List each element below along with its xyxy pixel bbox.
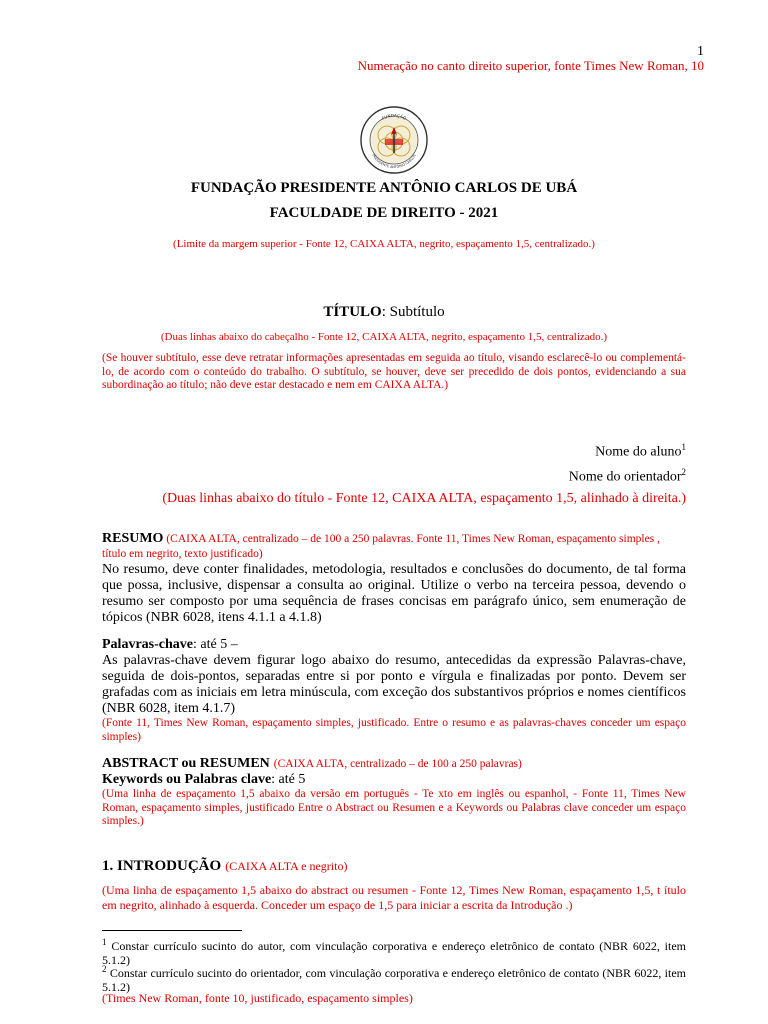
introduction-format-note: (Uma linha de espaçamento 1,5 abaixo do abstract ou resumen - Fonte 12, Times New Roman, espaçamento 1,5, t ítulo em negrito, alinhado à esquerda. Conceder um espaço de 1,5 para iniciar a escrita da Introdução .) [102, 883, 686, 912]
introduction-heading: 1. INTRODUÇÃO [102, 858, 222, 874]
keywords-text: As palavras-chave devem figurar logo abaixo do resumo, antecedidas da expressão Palavras-chave, seguida de dois-pontos, separadas entre si por ponto e vírgula e finalizadas por ponto. Devem ser grafadas com as iniciais em letra minúscula, com exceção dos substantivos próprios e nomes científicos (NBR 6028, item 4.1.7) [102, 653, 686, 716]
abstract-heading-line [102, 754, 686, 772]
keywords-section [102, 637, 686, 744]
faculty-name: FACULDADE DE DIREITO - 2021 [269, 205, 499, 221]
student-footnote-ref: 1 [681, 442, 686, 452]
page-number: 1 [697, 44, 704, 59]
title-main: TÍTULO [323, 304, 382, 320]
document-title [0, 304, 768, 321]
abstract-keywords-heading: Keywords ou Palabras clave [102, 772, 272, 787]
abstract-keywords-line: Keywords ou Palabras clave: até 5 [102, 772, 306, 787]
introduction-heading-line [102, 857, 686, 875]
footnote-format-note: (Times New Roman, fonte 10, justificado, espaçamento simples) [102, 991, 413, 1005]
footnote-2: $^2$ Constar currículo sucinto do orientador, com vinculação corporativa e endereço eletrônico de contato (NBR 6022, item 5.1.2) [102, 964, 686, 994]
footnote-1: $^1$ Constar currículo sucinto do autor, com vinculação corporativa e endereço eletrônico de contato (NBR 6022, item 5.1.2) [102, 937, 686, 967]
authors-format-note: (Duas linhas abaixo do título - Fonte 12, CAIXA ALTA, espaçamento 1,5, alinhado à direita.) [162, 491, 686, 506]
resumo-section [102, 531, 686, 626]
advisor-footnote-ref: 2 [681, 467, 686, 477]
resumo-text: No resumo, deve conter finalidades, metodologia, resultados e conclusões do documento, de tal forma que possa, inclusive, dispensar a consulta ao original. Utilize o verbo na terceira pessoa, devendo o resumo ser composto por uma sequência de frases concisas em parágrafo único, sem enumeração de tópicos (NBR 6028, itens 4.1.1 a 4.1.8) [102, 562, 686, 625]
abstract-section [102, 754, 686, 829]
abstract-heading: ABSTRACT ou RESUMEN [102, 756, 270, 771]
keywords-format-note: (Fonte 11, Times New Roman, espaçamento simples, justificado. Entre o resumo e as palavras-chaves conceder um espaço simples) [102, 717, 686, 743]
logo-text-bottom: PRESIDENTE ANTÔNIO CARLOS [371, 153, 417, 170]
subtitle-guidance-note: (Se houver subtítulo, esse deve retratar informações apresentadas em seguida ao título, visando esclarecê-lo ou complementá-lo, de acordo com o conteúdo do trabalho. O subtítulo, se houver, deve ser precedido de dois pontos, evidenciando a sua subordinação ao título; não deve estar destacado e nem em CAIXA ALTA.) [102, 352, 686, 391]
student-name: Nome do aluno$^1$ [595, 442, 686, 460]
resumo-heading-note: (CAIXA ALTA, centralizado – de 100 a 250 palavras. Fonte 11, Times New Roman, espaçamento simples , título em negrito, texto justificado) [102, 533, 660, 560]
abstract-format-note: (Uma linha de espaçamento 1,5 abaixo da versão em português - Te xto em inglês ou espanhol, - Fonte 11, Times New Roman, espaçamento simples, justificado Entre o Abstract ou Resumen e a Keywords ou Palabras clave conceder um espaço simples.) [102, 788, 686, 827]
title-subtitle: : Subtítulo [381, 304, 445, 320]
logo-text-top: FUNDAÇÃO [380, 112, 408, 121]
abstract-heading-note: (CAIXA ALTA, centralizado – de 100 a 250 palavras) [273, 758, 522, 770]
footnote-divider [102, 930, 242, 931]
keywords-heading: Palavras-chave [102, 637, 193, 652]
page-numbering-note: Numeração no canto direito superior, fonte Times New Roman, 10 [357, 58, 704, 73]
introduction-section [102, 857, 686, 913]
title-format-note: (Duas linhas abaixo do cabeçalho - Fonte 12, CAIXA ALTA, negrito, espaçamento 1,5, centralizado.) [160, 331, 608, 343]
keywords-heading-line: Palavras-chave: até 5 – [102, 637, 238, 652]
resumo-heading: RESUMO [102, 531, 164, 546]
header-format-note: (Limite da margem superior - Fonte 12, CAIXA ALTA, negrito, espaçamento 1,5, centralizado.) [173, 238, 595, 250]
institution-name: FUNDAÇÃO PRESIDENTE ANTÔNIO CARLOS DE UBÁ [190, 180, 578, 196]
resumo-heading-line [102, 531, 686, 562]
introduction-heading-note: (CAIXA ALTA e negrito) [225, 859, 348, 873]
foundation-logo [359, 105, 429, 175]
advisor-name: Nome do orientador$^2$ [568, 467, 686, 485]
